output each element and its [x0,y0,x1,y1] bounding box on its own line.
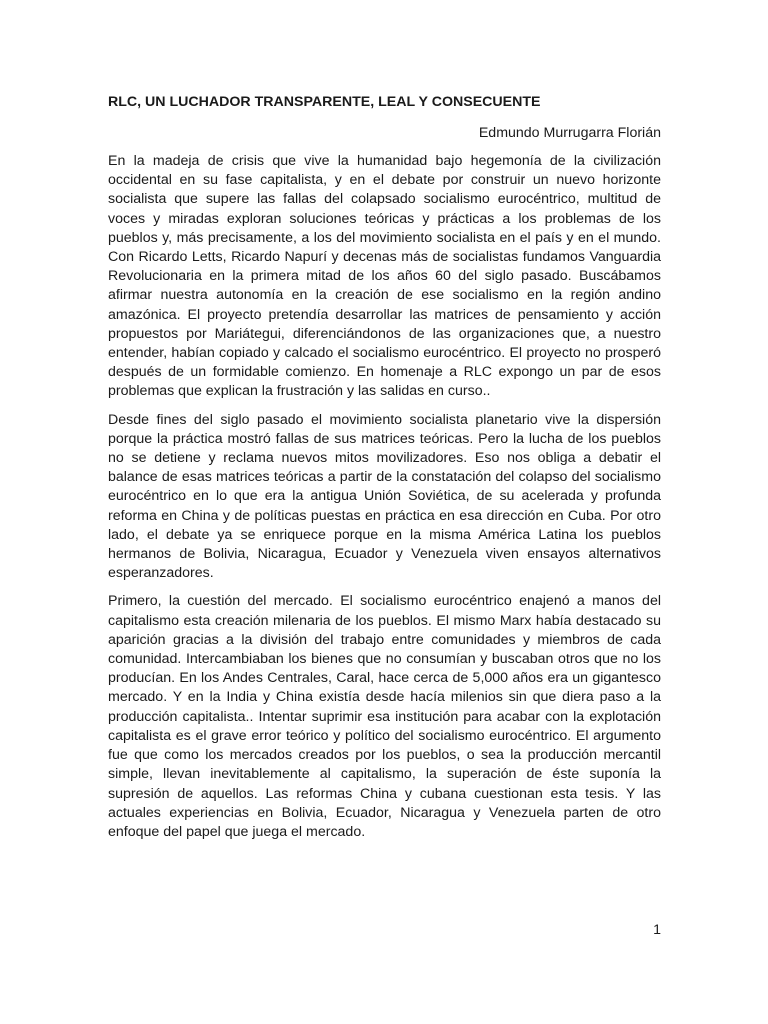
paragraph: Primero, la cuestión del mercado. El socialismo eurocéntrico enajenó a manos del capitalismo esta creación milenaria de los pueblos. El mismo Marx había destacado su aparición gracias a la división del trabajo entre comunidades y miembros de cada comunidad. Intercambiaban los bienes que no consumían y buscaban otros que no los producían. En los Andes Centrales, Caral, hace cerca de 5,000 años era un gigantesco mercado. Y en la India y China existía desde hacía milenios sin que diera paso a la producción capitalista.. Intentar suprimir esa institución para acabar con la explotación capitalista es el grave error teórico y político del socialismo eurocéntrico. El argumento fue que como los mercados creados por los pueblos, o sea la producción mercantil simple, llevan inevitablemente al capitalismo, la superación de éste suponía la supresión de aquellos. Las reformas China y cubana cuestionan esta tesis. Y las actuales experiencias en Bolivia, Ecuador, Nicaragua y Venezuela parten de otro enfoque del papel que juega el mercado. [108,593,661,840]
document-body [108,152,661,851]
document-title: RLC, UN LUCHADOR TRANSPARENTE, LEAL Y CONSECUENTE [108,94,541,110]
document-page [108,0,661,1024]
paragraph: En la madeja de crisis que vive la humanidad bajo hegemonía de la civilización occidental en su fase capitalista, y en el debate por construir un nuevo horizonte socialista que supere las fallas del colapsado socialismo eurocéntrico, multitud de voces y miradas exploran soluciones teóricas y prácticas a los problemas de los pueblos y, más precisamente, a los del movimiento socialista en el país y en el mundo. Con Ricardo Letts, Ricardo Napurí y decenas más de socialistas fundamos Vanguardia Revolucionaria en la primera mitad de los años 60 del siglo pasado. Buscábamos afirmar nuestra autonomía en la creación de ese socialismo en la región andino amazónica. El proyecto pretendía desarrollar las matrices de pensamiento y acción propuestos por Mariátegui, diferenciándonos de las organizaciones que, a nuestro entender, habían copiado y calcado el socialismo eurocéntrico. El proyecto no prosperó después de un formidable comienzo. En homenaje a RLC expongo un par de esos problemas que explican la frustración y las salidas en curso.. [108,153,661,400]
document-author: Edmundo Murrugarra Florián [478,125,661,141]
paragraph: Desde fines del siglo pasado el movimiento socialista planetario vive la dispersión porque la práctica mostró fallas de sus matrices teóricas. Pero la lucha de los pueblos no se detiene y reclama nuevos mitos movilizadores. Eso nos obliga a debatir el balance de esas matrices teóricas a partir de la constatación del colapso del socialismo eurocéntrico en lo que era la antigua Unión Soviética, de su acelerada y profunda reforma en China y de políticas puestas en práctica en esa dirección en Cuba. Por otro lado, el debate ya se enriquece porque en la misma América Latina los pueblos hermanos de Bolivia, Nicaragua, Ecuador y Venezuela viven ensayos alternativos esperanzadores. [108,411,661,582]
page-number: 1 [653,922,661,938]
